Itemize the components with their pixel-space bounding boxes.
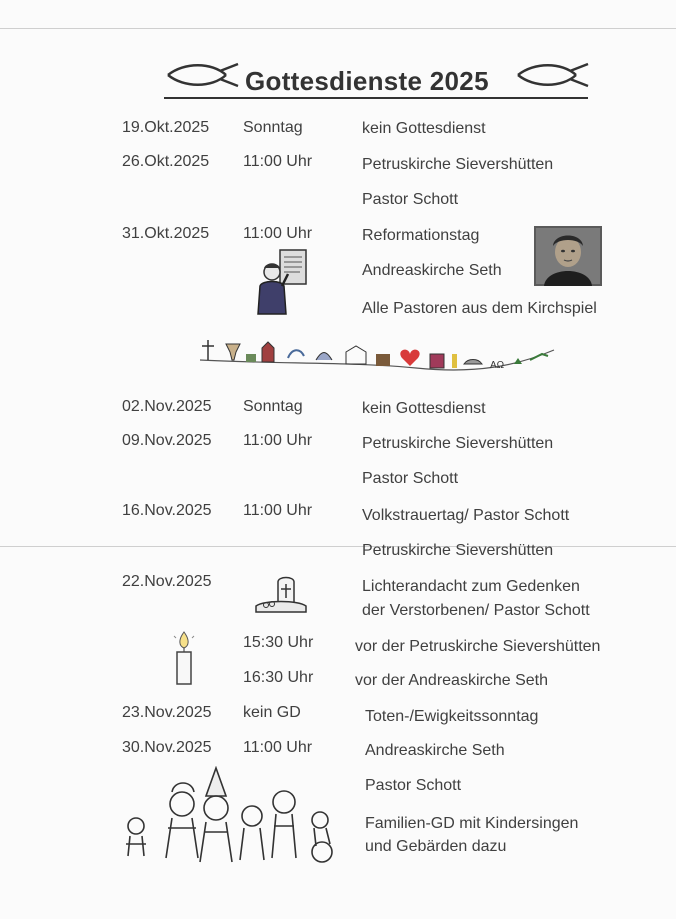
service-date: 31.Okt.2025	[122, 225, 210, 242]
service-date: 02.Nov.2025	[122, 398, 212, 415]
service-detail: Lichterandacht zum Gedenken	[362, 578, 580, 595]
svg-text:AΩ: AΩ	[490, 360, 505, 371]
service-time: 11:00 Uhr	[243, 432, 313, 449]
service-detail: vor der Petruskirche Sievershütten	[355, 638, 601, 655]
service-detail: Toten-/Ewigkeitssonntag	[365, 708, 539, 725]
fish-left-icon	[164, 62, 240, 88]
service-detail: Petruskirche Sievershütten	[362, 435, 554, 452]
title-underline	[164, 97, 588, 99]
service-time: 11:00 Uhr	[243, 739, 313, 756]
service-time: 16:30 Uhr	[243, 669, 314, 686]
service-date: 16.Nov.2025	[122, 502, 212, 519]
service-detail: vor der Andreaskirche Seth	[355, 672, 548, 689]
service-detail: kein Gottesdienst	[362, 120, 486, 137]
church-symbols-border-illustration	[196, 330, 558, 380]
service-detail: Pastor Schott	[362, 470, 459, 487]
service-detail: Volkstrauertag/ Pastor Schott	[362, 507, 570, 524]
luther-theses-illustration	[252, 248, 310, 316]
service-time: 11:00 Uhr	[243, 502, 313, 519]
service-detail: Alle Pastoren aus dem Kirchspiel	[362, 300, 597, 317]
service-time: Sonntag	[243, 119, 303, 136]
service-time: 15:30 Uhr	[243, 634, 314, 651]
service-detail: Petruskirche Sievershütten	[362, 542, 554, 559]
children-group-illustration	[116, 766, 348, 866]
service-detail: der Verstorbenen/ Pastor Schott	[362, 602, 590, 619]
service-detail: Pastor Schott	[365, 777, 462, 794]
luther-portrait-image	[534, 226, 602, 286]
service-detail: kein Gottesdienst	[362, 400, 486, 417]
service-detail: Pastor Schott	[362, 191, 459, 208]
page-title: Gottesdienste 2025	[245, 66, 489, 96]
service-date: 19.Okt.2025	[122, 119, 210, 136]
service-date: 22.Nov.2025	[122, 573, 212, 590]
service-detail: Petruskirche Sievershütten	[362, 156, 554, 173]
candle-icon	[170, 630, 198, 686]
service-time: kein GD	[243, 704, 301, 721]
service-date: 09.Nov.2025	[122, 432, 212, 449]
service-detail: und Gebärden dazu	[365, 838, 507, 855]
service-time: Sonntag	[243, 398, 303, 415]
service-detail: Andreaskirche Seth	[362, 262, 502, 279]
service-detail: Reformationstag	[362, 227, 480, 244]
service-date: 26.Okt.2025	[122, 153, 210, 170]
service-time: 11:00 Uhr	[243, 225, 313, 242]
service-time: 11:00 Uhr	[243, 153, 313, 170]
service-detail: Familien-GD mit Kindersingen	[365, 815, 579, 832]
fish-right-icon	[514, 62, 590, 88]
gravestone-illustration	[254, 576, 308, 614]
service-detail: Andreaskirche Seth	[365, 742, 505, 759]
title-block	[160, 58, 590, 102]
service-date: 23.Nov.2025	[122, 704, 212, 721]
service-date: 30.Nov.2025	[122, 739, 212, 756]
